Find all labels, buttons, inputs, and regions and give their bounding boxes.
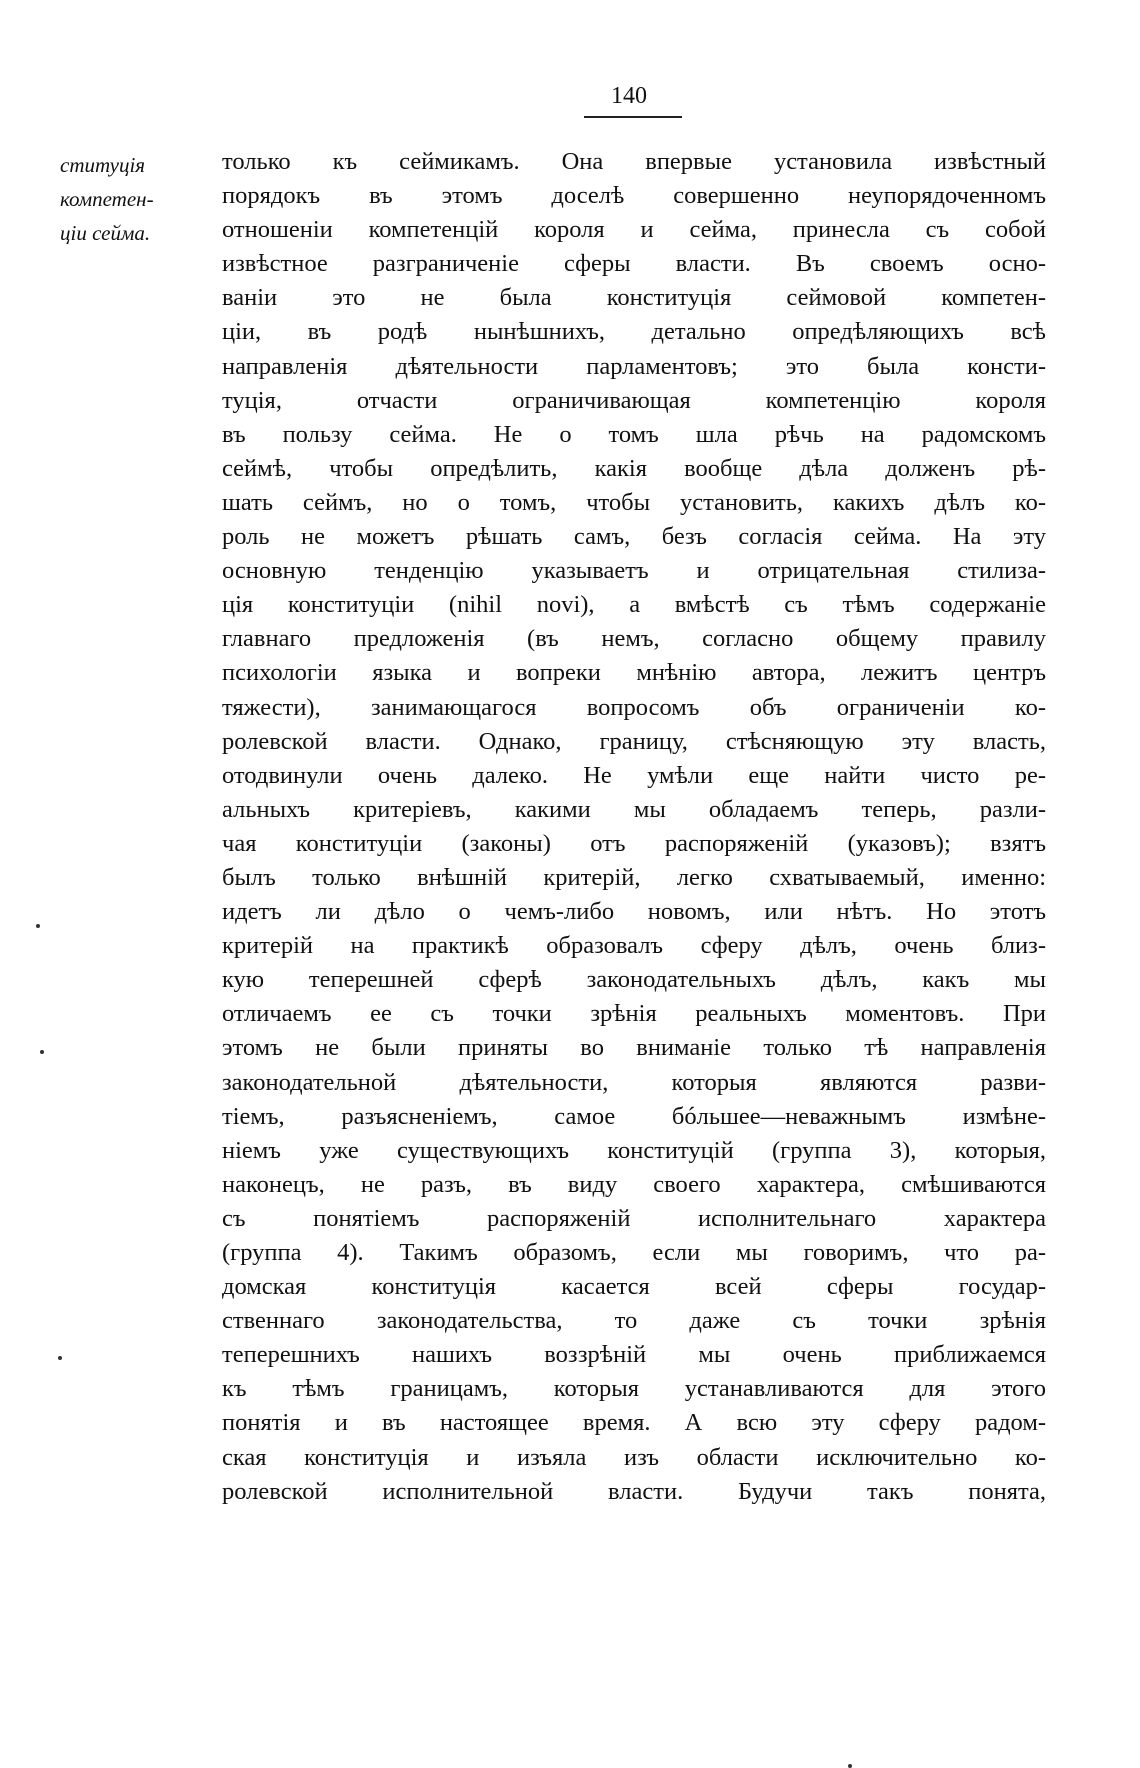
body-line: тяжести), занимающагося вопросомъ объ ограниченіи ко- — [222, 693, 1046, 721]
print-speck — [58, 1356, 62, 1360]
body-line: порядокъ въ этомъ доселѣ совершенно неупорядоченномъ — [222, 182, 1046, 210]
body-line: психологіи языка и вопреки мнѣнію автора, лежитъ центръ — [222, 659, 1046, 687]
body-line: шать сеймъ, но о томъ, чтобы установить, какихъ дѣлъ ко- — [222, 488, 1046, 516]
body-line: ролевской власти. Однако, границу, стѣсняющую эту власть, — [222, 727, 1046, 755]
body-line: роль не можетъ рѣшать самъ, безъ согласія сейма. На эту — [222, 523, 1046, 551]
body-line: отличаемъ ее съ точки зрѣнія реальныхъ моментовъ. При — [222, 1000, 1046, 1028]
body-line: тіемъ, разъясненіемъ, самое бóльшее—неважнымъ измѣне- — [222, 1102, 1046, 1130]
page-number-rule — [584, 116, 682, 118]
body-line: ролевской исполнительной власти. Будучи такъ понята, — [222, 1477, 1046, 1505]
body-line: критерій на практикѣ образовалъ сферу дѣлъ, очень близ- — [222, 932, 1046, 960]
body-line: кую теперешней сферѣ законодательныхъ дѣлъ, какъ мы — [222, 966, 1046, 994]
body-line: ціи, въ родѣ нынѣшнихъ, детально опредѣляющихъ всѣ — [222, 318, 1046, 346]
body-line: альныхъ критеріевъ, какими мы обладаемъ теперь, разли- — [222, 795, 1046, 823]
body-line: основную тенденцію указываетъ и отрицательная стилиза- — [222, 557, 1046, 585]
margin-note-line: ституція — [60, 153, 146, 177]
body-line: направленія дѣятельности парламентовъ; это была консти- — [222, 352, 1046, 380]
body-line: туція, отчасти ограничивающая компетенцію короля — [222, 386, 1046, 414]
margin-note — [60, 148, 210, 250]
body-line: (группа 4). Такимъ образомъ, если мы говоримъ, что ра- — [222, 1239, 1046, 1266]
body-line: ніемъ уже существующихъ конституцій (группа 3), которыя, — [222, 1136, 1046, 1164]
print-speck — [36, 924, 40, 928]
body-line: теперешнихъ нашихъ воззрѣній мы очень приближаемся — [222, 1341, 1046, 1369]
body-line: понятія и въ настоящее время. А всю эту сферу радом- — [222, 1409, 1046, 1437]
print-speck — [40, 1050, 44, 1054]
body-line: съ понятіемъ распоряженій исполнительнаго характера — [222, 1204, 1046, 1232]
body-line: ваніи это не была конституція сеймовой компетен- — [222, 284, 1046, 312]
page-number: 140 — [611, 83, 647, 109]
body-text — [222, 145, 1046, 1509]
body-line: къ тѣмъ границамъ, которыя устанавливаются для этого — [222, 1375, 1046, 1403]
margin-note-line: компетен- — [60, 187, 154, 211]
body-line: сеймѣ, чтобы опредѣлить, какія вообще дѣла долженъ рѣ- — [222, 454, 1046, 482]
body-line: ственнаго законодательства, то даже съ точки зрѣнія — [222, 1307, 1046, 1335]
print-speck — [848, 1764, 852, 1768]
body-line: ская конституція и изъяла изъ области исключительно ко- — [222, 1443, 1046, 1471]
body-line: былъ только внѣшній критерій, легко схватываемый, именно: — [222, 863, 1046, 891]
body-line: домская конституція касается всей сферы государ- — [222, 1273, 1046, 1301]
body-line: въ пользу сейма. Не о томъ шла рѣчь на радомскомъ — [222, 420, 1046, 448]
body-line: ція конституціи (nihil novi), а вмѣстѣ съ тѣмъ содержаніе — [222, 591, 1046, 619]
body-line: чая конституціи (законы) отъ распоряженій (указовъ); взятъ — [222, 829, 1046, 857]
body-line: главнаго предложенія (въ немъ, согласно общему правилу — [222, 625, 1046, 653]
body-line: законодательной дѣятельности, которыя являются разви- — [222, 1068, 1046, 1096]
body-line: отношеніи компетенцій короля и сейма, принесла съ собой — [222, 216, 1046, 244]
margin-note-line: ціи сейма. — [60, 221, 151, 245]
body-line: отодвинули очень далеко. Не умѣли еще найти чисто ре- — [222, 761, 1046, 789]
body-line: наконецъ, не разъ, въ виду своего характера, смѣшиваются — [222, 1170, 1046, 1198]
body-line: извѣстное разграниченіе сферы власти. Въ своемъ осно- — [222, 250, 1046, 278]
body-line: только къ сеймикамъ. Она впервые установила извѣстный — [222, 148, 1046, 175]
body-line: идетъ ли дѣло о чемъ-либо новомъ, или нѣтъ. Но этотъ — [222, 898, 1046, 926]
body-line: этомъ не были приняты во вниманіе только тѣ направленія — [222, 1034, 1046, 1062]
